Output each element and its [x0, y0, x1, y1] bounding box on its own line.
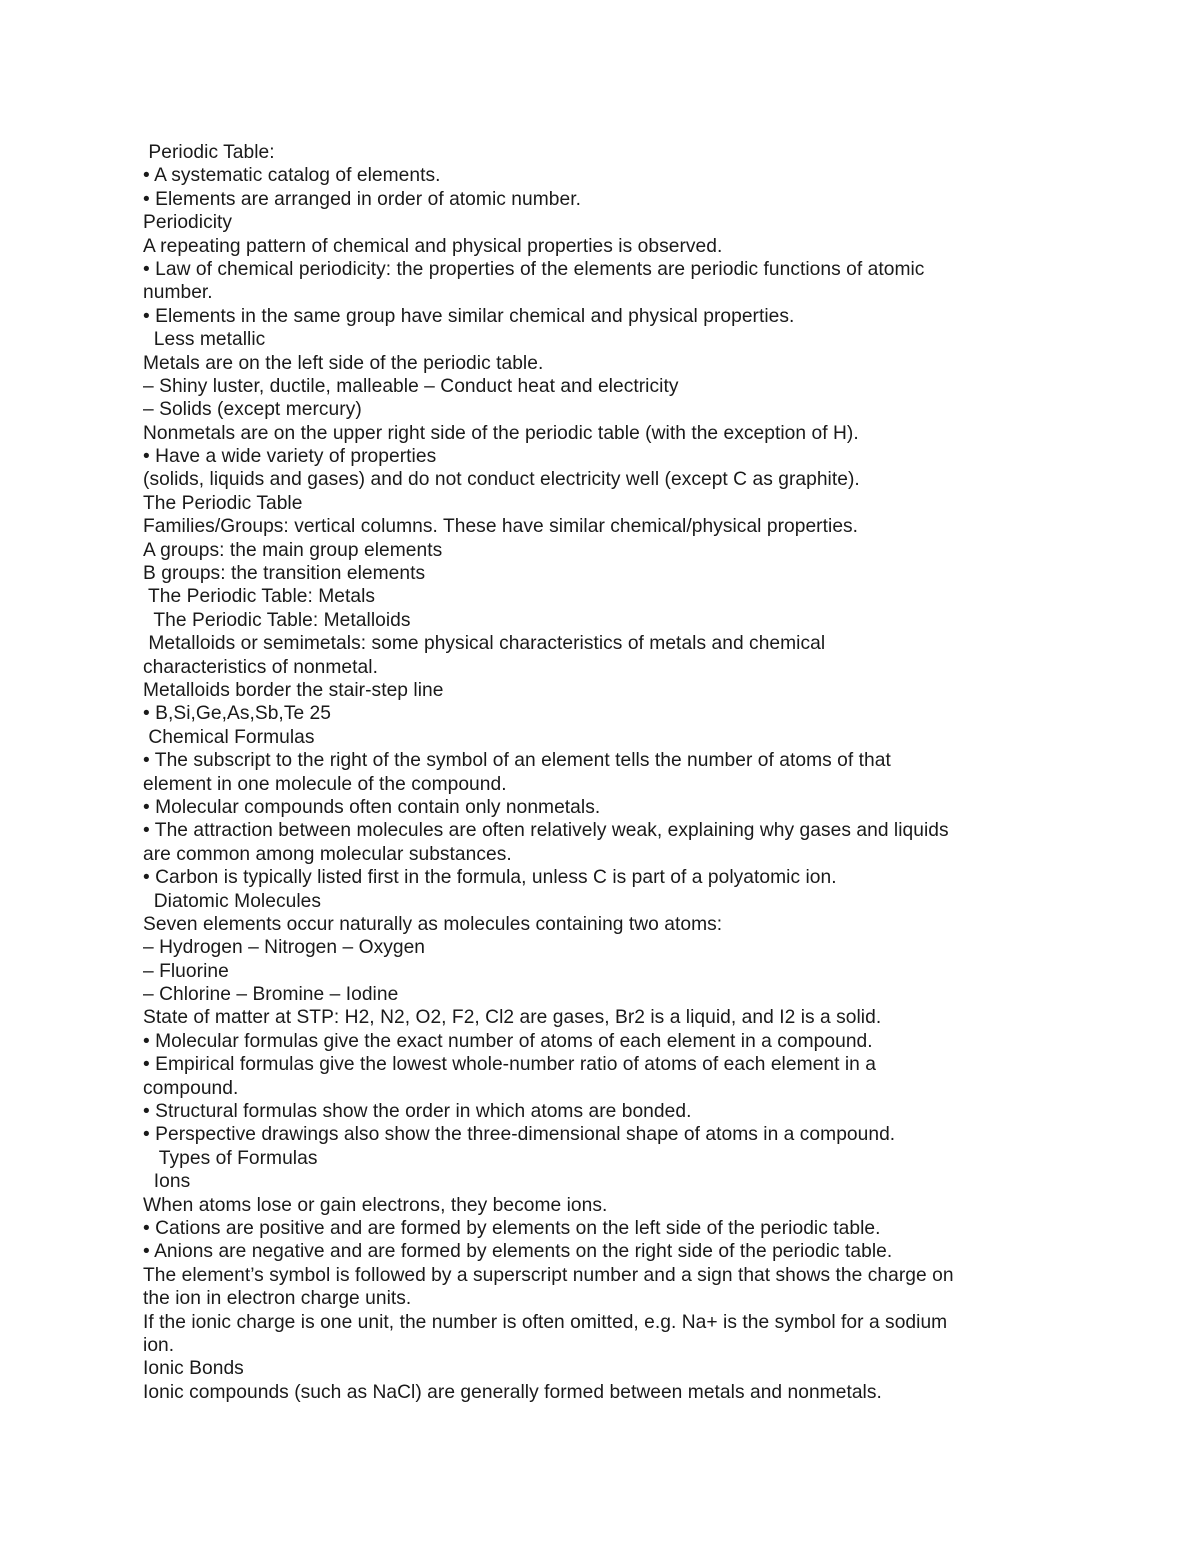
text-line: – Fluorine [143, 960, 229, 982]
text-line: Families/Groups: vertical columns. These have similar chemical/physical properties. [143, 516, 859, 538]
text-line: Seven elements occur naturally as molecules containing two atoms: [143, 913, 723, 935]
heading-less-metallic: Less metallic [143, 329, 266, 351]
text-line: • Perspective drawings also show the three-dimensional shape of atoms in a compound. [143, 1124, 896, 1146]
text-line: Metals are on the left side of the periodic table. [143, 352, 544, 374]
text-line: • Structural formulas show the order in which atoms are bonded. [143, 1101, 692, 1123]
text-line: • Anions are negative and are formed by elements on the right side of the periodic table. [143, 1241, 893, 1263]
text-line: • Cations are positive and are formed by elements on the left side of the periodic table. [143, 1217, 881, 1239]
text-line: – Chlorine – Bromine – Iodine [143, 984, 399, 1006]
text-line: • Law of chemical periodicity: the properties of the elements are periodic functions of atomic [143, 258, 925, 280]
text-line: – Hydrogen – Nitrogen – Oxygen [143, 937, 426, 959]
heading-types-of-formulas: Types of Formulas [143, 1147, 318, 1169]
heading-ions: Ions [143, 1171, 191, 1193]
text-line: • Have a wide variety of properties [143, 446, 437, 468]
document-text [143, 141, 1073, 1404]
text-line: B groups: the transition elements [143, 563, 426, 585]
text-line: Ionic compounds (such as NaCl) are generally formed between metals and nonmetals. [143, 1381, 882, 1403]
text-line: element in one molecule of the compound. [143, 773, 507, 795]
heading-periodic-table: Periodic Table: [143, 142, 275, 163]
text-line: (solids, liquids and gases) and do not conduct electricity well (except C as graphite). [143, 469, 860, 491]
text-line: A groups: the main group elements [143, 539, 443, 561]
heading-the-periodic-table: The Periodic Table [143, 492, 303, 514]
text-line: • Elements in the same group have similar chemical and physical properties. [143, 305, 795, 327]
text-line: are common among molecular substances. [143, 843, 512, 865]
text-line: – Solids (except mercury) [143, 399, 362, 421]
heading-ionic-bonds: Ionic Bonds [143, 1358, 244, 1380]
text-line: characteristics of nonmetal. [143, 656, 378, 678]
text-line: ion. [143, 1334, 175, 1356]
text-line: • The subscript to the right of the symbol of an element tells the number of atoms of that [143, 750, 891, 772]
text-line: • A systematic catalog of elements. [143, 165, 441, 187]
heading-chemical-formulas: Chemical Formulas [143, 726, 315, 748]
text-line: • Carbon is typically listed first in the formula, unless C is part of a polyatomic ion. [143, 867, 837, 889]
text-line: • Empirical formulas give the lowest whole-number ratio of atoms of each element in a [143, 1054, 876, 1076]
text-line: • B,Si,Ge,As,Sb,Te 25 [143, 703, 332, 725]
heading-periodicity: Periodicity [143, 212, 233, 234]
text-line: • Elements are arranged in order of atomic number. [143, 188, 581, 210]
heading-metals: The Periodic Table: Metals [143, 586, 376, 608]
text-line: compound. [143, 1077, 239, 1099]
text-line: State of matter at STP: H2, N2, O2, F2, Cl2 are gases, Br2 is a liquid, and I2 is a solid. [143, 1007, 882, 1029]
text-line: Nonmetals are on the upper right side of the periodic table (with the exception of H). [143, 422, 859, 444]
text-line: the ion in electron charge units. [143, 1288, 412, 1310]
text-line: • Molecular compounds often contain only nonmetals. [143, 796, 601, 818]
text-line: • Molecular formulas give the exact number of atoms of each element in a compound. [143, 1030, 873, 1052]
text-line: The element’s symbol is followed by a superscript number and a sign that shows the charge on [143, 1264, 954, 1286]
text-line: If the ionic charge is one unit, the number is often omitted, e.g. Na+ is the symbol for a sodium [143, 1311, 948, 1333]
text-line: A repeating pattern of chemical and physical properties is observed. [143, 235, 723, 257]
text-line: • The attraction between molecules are often relatively weak, explaining why gases and liquids [143, 820, 949, 842]
heading-diatomic-molecules: Diatomic Molecules [143, 890, 322, 912]
text-line: Metalloids or semimetals: some physical characteristics of metals and chemical [143, 633, 826, 655]
text-line: Metalloids border the stair-step line [143, 679, 444, 701]
text-line: – Shiny luster, ductile, malleable – Conduct heat and electricity [143, 375, 679, 397]
text-line: When atoms lose or gain electrons, they become ions. [143, 1194, 608, 1216]
heading-metalloids: The Periodic Table: Metalloids [143, 609, 411, 631]
text-line: number. [143, 282, 213, 304]
